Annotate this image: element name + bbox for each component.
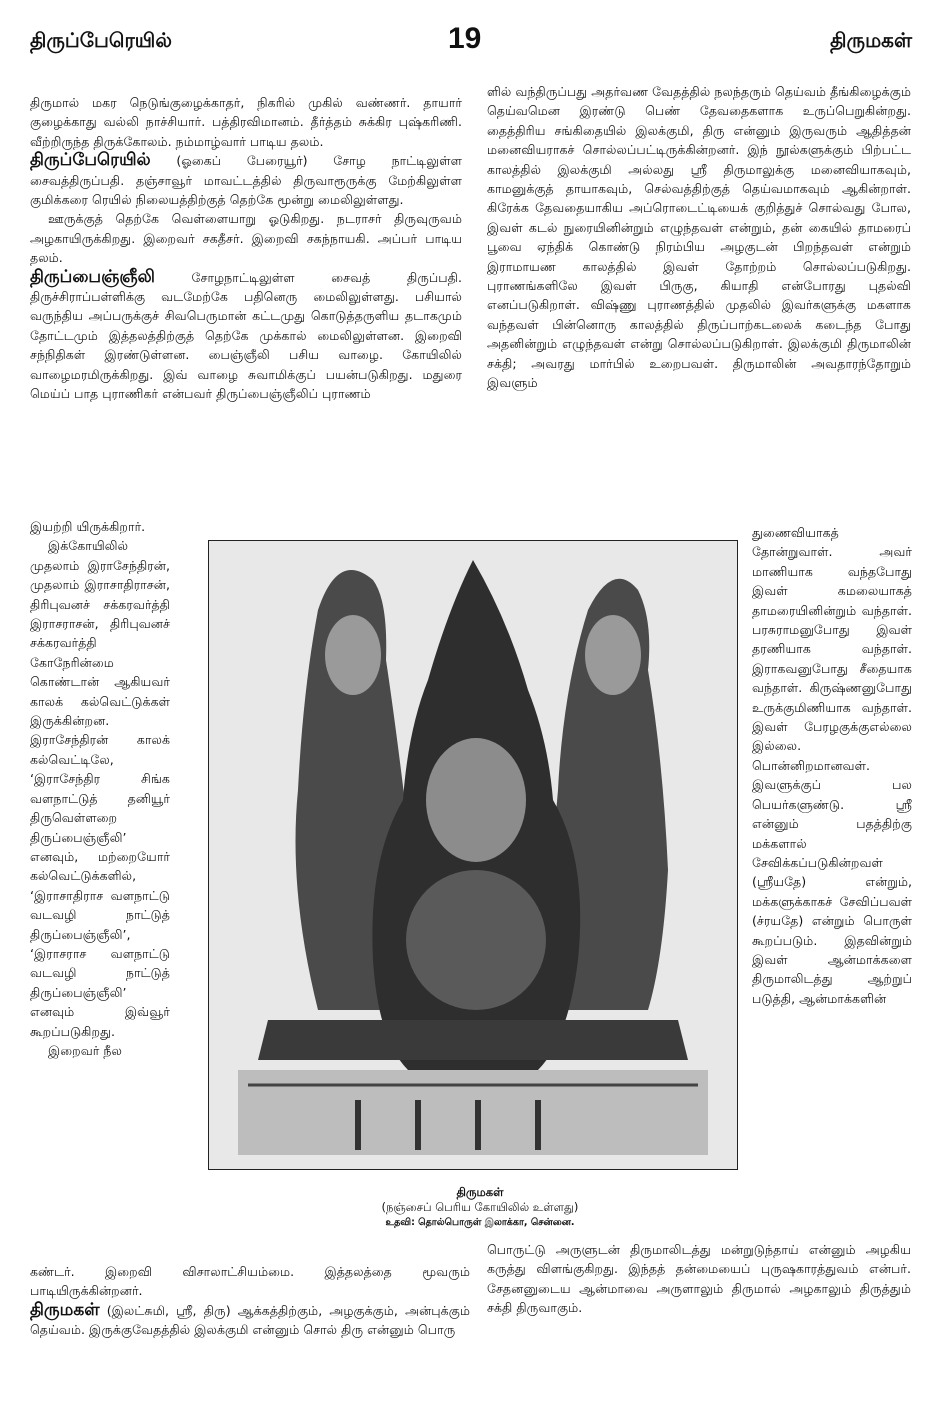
paragraph-purushakaram: பொருட்டு அருளுடன் திருமாலிடத்து மன்றுடுந்தாய் என்னும் அழகிய கருத்து விளங்குகிறது. இந்தத் தன்மையைப் புருஷகாரத்துவம் என்பர். சேதனனுடைய ஆன்மாவை அருளாலும் திருமால் அழகாலும் திருத்தும் சக்தி திருவாகும். bbox=[487, 1242, 911, 1316]
paragraph-kandar: கண்டர். இறைவி விசாலாட்சியம்மை. இத்தலத்தை மூவரும் பாடியிருக்கின்றனர். bbox=[30, 1264, 470, 1299]
paragraph-iraivar: இறைவர் நீல bbox=[48, 1042, 122, 1058]
paragraph-iyatri: இயற்றி யிருக்கிறார். bbox=[30, 519, 146, 534]
left-narrow-column bbox=[30, 517, 170, 1060]
caption-subtitle: (நஞ்சைப் பெரிய கோயிலில் உள்ளது) bbox=[381, 1200, 579, 1214]
left-column-top bbox=[30, 93, 462, 404]
paragraph-avatars: துணைவியாகத் தோன்றுவாள். அவர் மாணியாக வந்தபோது இவள் கமலையாகத் தாமரையினின்றும் வந்தாள். பரசுராமனுபோது இவள் தரணியாக வந்தாள். இராகவனுபோது சீதையாக வந்தாள். கிருஷ்ணனுபோது உருக்குமிணியாக வந்தாள். இவள் பேரழகுக்குஎல்லை இல்லை. பொன்னிறமானவள். இவளுக்குப் பல பெயர்களுண்டு. ஸ்ரீ என்னும் பதத்திற்கு மக்களால் சேவிக்கப்படுகின்றவள் (ஸ்ரீயதே) என்றும், மக்களுக்காகச் சேவிப்பவள் (ச்ரயதே) என்றும் பொருள் கூறப்படும். இதவின்றும் இவள் ஆன்மாக்களை திருமாலிடத்து ஆற்றுப் படுத்தி, ஆன்மாக்களின் bbox=[752, 525, 912, 1006]
entry-title-thirumagal: திருமகள் bbox=[30, 1299, 100, 1320]
right-column-bottom bbox=[487, 1240, 911, 1318]
photo-caption bbox=[300, 1185, 660, 1230]
paragraph-inscriptions: இக்கோயிலில் முதலாம் இராசேந்திரன், முதலாம் இராசாதிராசன், திரிபுவனச் சக்கரவர்த்தி இராசராசன், திரிபுவனச் சக்கரவர்த்தி கோநேரின்மை கொண்டான் ஆகியவர் காலக் கல்வெட்டுக்கள் இருக்கின்றன. இராசேந்திரன் காலக் கல்வெட்டிலே, ‘இராசேந்திர சிங்க வளநாட்டுத் தனியூர் திருவெள்ளறை திருப்பைஞ்ஞீலி’ எனவும், மற்றையோர் கல்வெட்டுக்களில், ‘இராசாதிராச வளநாட்டு வடவழி நாட்டுத் திருப்பைஞ்ஞீலி’, ‘இராசராச வளநாட்டு வடவழி நாட்டுத் திருப்பைஞ்ஞீலி’ எனவும் இவ்வூர் கூறப்படுகிறது. bbox=[30, 538, 170, 1039]
paragraph-vellaiyaru: ஊருக்குத் தெற்கே வெள்ளையாறு ஓடுகிறது. நடராசர் திருவுருவம் அழகாயிருக்கிறது. இறைவர் சகதீசர். இறைவி சகந்நாயகி. அப்பர் பாடிய தலம். bbox=[30, 211, 462, 266]
left-column-bottom bbox=[30, 1262, 470, 1340]
entry-title-thirupereyil: திருப்பேரெயில் bbox=[30, 150, 151, 171]
page-number: 19 bbox=[448, 22, 482, 55]
right-narrow-column bbox=[752, 523, 912, 1008]
caption-credit: உதவி: தொல்பொருள் இலாக்கா, சென்னை. bbox=[385, 1217, 575, 1228]
entry-title-thiruppainjeeli: திருப்பைஞ்ஞீலி bbox=[30, 266, 155, 287]
entry-text-thirumagal: (இலட்சுமி, ஸ்ரீ, திரு) ஆக்கத்திற்கும், அழகுக்கும், அன்புக்கும் தெய்வம். இருக்குவேதத்தில் இலக்குமி என்னும் சொல் திரு என்னும் பொரு bbox=[30, 1302, 470, 1338]
temple-sculpture-photo bbox=[208, 540, 738, 1170]
entry-text-thirupereyil: (ஓகைப் பேரையூர்) சோழ நாட்டிலுள்ள சைவத்திருப்பதி. தஞ்சாவூர் மாவட்டத்தில் திருவாரூருக்கு மேற்கிலுள்ள குமிக்கரை ரெயில் நிலையத்திற்குத் தெற்கே மூன்று மைலிலுள்ளது. bbox=[30, 153, 462, 208]
entry-thirupereyil bbox=[30, 151, 462, 209]
entry-thiruppainjeeli bbox=[30, 268, 462, 404]
running-header-left: திருப்பேரெயில் bbox=[30, 28, 172, 52]
paragraph-thirumal: திருமால் மகர நெடுங்குழைக்காதர், நிகரில் முகில் வண்ணர். தாயார் குழைக்காது வல்லி நாச்சியார். பத்திரவிமானம். தீர்த்தம் சுக்கிர புஷ்கரிணி. வீற்றிருந்த திருக்கோலம். நம்மாழ்வார் பாடிய தலம். bbox=[30, 95, 462, 149]
caption-title: திருமகள் bbox=[456, 1185, 504, 1199]
entry-thirumagal bbox=[30, 1301, 470, 1340]
entry-text-thiruppainjeeli: சோழநாட்டிலுள்ள சைவத் திருப்பதி. திருச்சிராப்பள்ளிக்கு வடமேற்கே பதினெரு மைலிலுள்ளது. பசியால் வருந்திய அப்பருக்குச் சிவபெருமான் கட்டமுது கொடுத்தருளிய தடாகமும் தோட்டமும் இத்தலத்திற்குத் தெற்கே முக்கால் மைலிலுள்ளன. இறைவி சந்நிதிகள் இரண்டுள்ளன. பைஞ்ஞீலி பசிய வாழை. கோயிலில் வாழைமரமிருக்கிறது. இவ் வாழை சுவாமிக்குப் பயன்படுகிறது. மதுரை மெய்ப் பாத புராணிகர் என்பவர் திருப்பைஞ்ஞீலிப் புராணம் bbox=[30, 269, 462, 402]
right-column-top bbox=[487, 82, 911, 393]
running-header-right: திருமகள் bbox=[830, 28, 912, 52]
paragraph-lakshmi-vedas: ளில் வந்திருப்பது அதர்வண வேதத்தில் நலந்தரும் தெய்வம் தீங்கிழைக்கும் தெய்வமென இரண்டு பெண் தேவதைகளாக உருப்பெறுகின்றது. தைத்திரிய சங்கிதையில் இலக்குமி, திரு என்னும் இருவரும் ஆதித்தன் மனைவியராகச் சொல்லப்பட்டிருக்கின்றனர். இந் நூல்களுக்கும் பிற்பட்ட காலத்தில் இலக்குமி அல்லது ஸ்ரீ திருமாலுக்கு மனைவியாகவும், காமனுக்குத் தாயாகவும், செல்வத்திற்குத் தெய்வமாகவும் ஆகின்றாள். கிரேக்க தேவதையாகிய அப்ரொடைட்டியைக் குறித்துச் சொல்வது போல, இவள் கடல் நுரையினின்றும் எழுந்தவள் என்றும், தன் கையில் தாமரைப் பூவை ஏந்திக் கொண்டு நிரம்பிய அழகுடன் பிறந்தவள் என்றும் இராமாயண காலத்தில் இவள் தோற்றம் சொல்லப்படுகிறது. புராணங்களிலே இவள் பிருகு, கியாதி என்போரது புதல்வி எனப்படுகிறாள். விஷ்ணு புராணத்தில் முதலில் இவர்களுக்கு மகளாக வந்தவள் பின்னொரு காலத்தில் திருப்பாற்கடலைக் கடைந்த போது அதனின்றும் எழுந்தவள் என்று சொல்லப்படுகிறாள். இலக்குமி திருமாலின் சக்தி; அவரது மார்பில் உறைபவள். திருமாலின் அவதாரந்தோறும் இவளும் bbox=[487, 84, 911, 391]
